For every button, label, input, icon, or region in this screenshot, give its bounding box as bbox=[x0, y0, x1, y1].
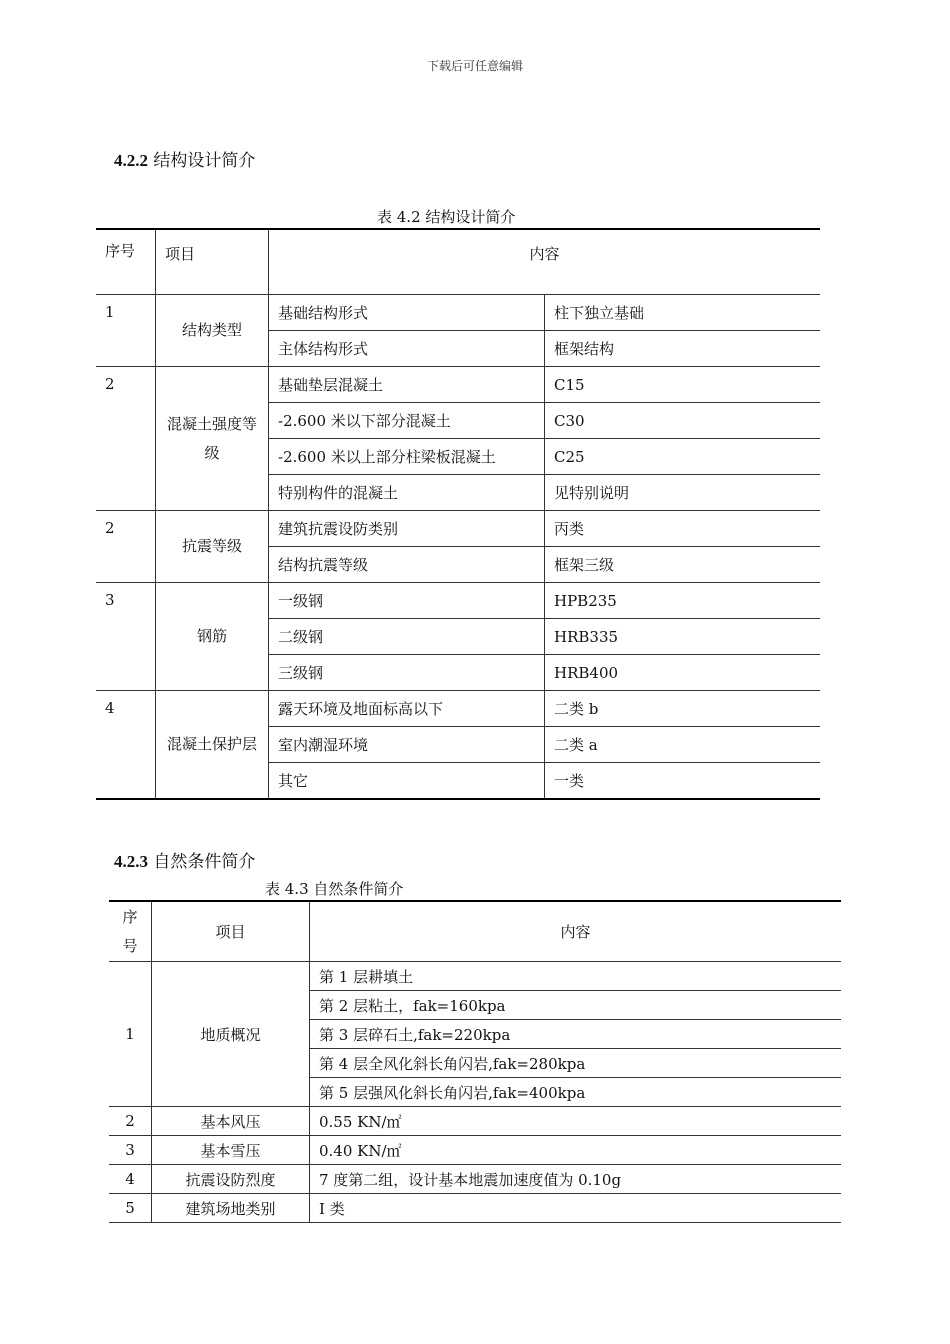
row-label: 露天环境及地面标高以下 bbox=[269, 691, 545, 727]
row-label: 三级钢 bbox=[269, 655, 545, 691]
row-no: 5 bbox=[109, 1194, 152, 1223]
group-no: 3 bbox=[96, 583, 156, 691]
group-no: 1 bbox=[96, 295, 156, 367]
row-value: C30 bbox=[545, 403, 821, 439]
table-row bbox=[109, 1194, 841, 1223]
table-row bbox=[109, 962, 841, 991]
group-item: 钢筋 bbox=[156, 583, 269, 691]
geology-layer: 第 2 层粘土，fak=160kpa bbox=[310, 991, 842, 1020]
header-item: 项目 bbox=[152, 901, 310, 962]
row-label: 基础垫层混凝土 bbox=[269, 367, 545, 403]
table-header-row bbox=[96, 229, 820, 295]
table-row bbox=[96, 511, 820, 547]
natural-conditions-table bbox=[109, 900, 841, 1223]
table-caption-4-2: 表 4.2 结构设计简介 bbox=[377, 208, 516, 226]
section-number: 4.2.3 bbox=[114, 852, 148, 871]
row-value: 见特别说明 bbox=[545, 475, 821, 511]
group-item: 结构类型 bbox=[156, 295, 269, 367]
row-no: 3 bbox=[109, 1136, 152, 1165]
table-row bbox=[109, 1165, 841, 1194]
section-number: 4.2.2 bbox=[114, 151, 148, 170]
row-label: -2.600 米以下部分混凝土 bbox=[269, 403, 545, 439]
row-label: 室内潮湿环境 bbox=[269, 727, 545, 763]
geology-layer: 第 5 层强风化斜长角闪岩,fak=400kpa bbox=[310, 1078, 842, 1107]
row-value: HRB400 bbox=[545, 655, 821, 691]
geology-layer: 第 1 层耕填土 bbox=[310, 962, 842, 991]
group-item bbox=[156, 691, 269, 800]
row-value: 0.55 KN/㎡ bbox=[310, 1107, 842, 1136]
table-row bbox=[96, 691, 820, 727]
row-item: 建筑场地类别 bbox=[152, 1194, 310, 1223]
table-caption-4-3: 表 4.3 自然条件简介 bbox=[265, 880, 404, 898]
row-label: -2.600 米以上部分柱梁板混凝土 bbox=[269, 439, 545, 475]
row-label: 主体结构形式 bbox=[269, 331, 545, 367]
table-row bbox=[109, 1107, 841, 1136]
row-label: 建筑抗震设防类别 bbox=[269, 511, 545, 547]
row-value: 二类 a bbox=[545, 727, 821, 763]
table-row bbox=[109, 1136, 841, 1165]
structure-design-table bbox=[96, 228, 820, 800]
table-row bbox=[96, 295, 820, 331]
row-item: 基本风压 bbox=[152, 1107, 310, 1136]
section-title: 自然条件简介 bbox=[153, 852, 256, 872]
row-value: 丙类 bbox=[545, 511, 821, 547]
geology-layer: 第 4 层全风化斜长角闪岩,fak=280kpa bbox=[310, 1049, 842, 1078]
section-heading-4-2-2 bbox=[114, 146, 255, 171]
row-label: 一级钢 bbox=[269, 583, 545, 619]
section-heading-4-2-3 bbox=[114, 847, 255, 872]
row-value: HRB335 bbox=[545, 619, 821, 655]
row-label: 基础结构形式 bbox=[269, 295, 545, 331]
group-no: 4 bbox=[96, 691, 156, 800]
row-value: HPB235 bbox=[545, 583, 821, 619]
header-content: 内容 bbox=[560, 923, 591, 941]
table-row bbox=[96, 583, 820, 619]
group-item bbox=[156, 367, 269, 511]
row-label: 特别构件的混凝土 bbox=[269, 475, 545, 511]
row-label: 二级钢 bbox=[269, 619, 545, 655]
geology-layer: 第 3 层碎石土,fak=220kpa bbox=[310, 1020, 842, 1049]
group-item-text: 混凝土强度等级 bbox=[167, 414, 258, 462]
row-no: 2 bbox=[109, 1107, 152, 1136]
row-value: 框架三级 bbox=[545, 547, 821, 583]
header-no-text: 序号 bbox=[122, 907, 138, 955]
row-value: 0.40 KN/㎡ bbox=[310, 1136, 842, 1165]
geology-item: 地质概况 bbox=[152, 962, 310, 1107]
row-value: 二类 b bbox=[545, 691, 821, 727]
row-value: 7 度第二组，设计基本地震加速度值为 0.10g bbox=[310, 1165, 842, 1194]
row-value: 柱下独立基础 bbox=[545, 295, 821, 331]
header-no: 序号 bbox=[96, 229, 156, 295]
row-item: 基本雪压 bbox=[152, 1136, 310, 1165]
row-item: 抗震设防烈度 bbox=[152, 1165, 310, 1194]
geology-no: 1 bbox=[109, 962, 152, 1107]
row-value: C15 bbox=[545, 367, 821, 403]
row-label: 结构抗震等级 bbox=[269, 547, 545, 583]
group-item: 抗震等级 bbox=[156, 511, 269, 583]
row-value: Ⅰ 类 bbox=[310, 1194, 842, 1223]
header-content: 内容 bbox=[529, 244, 560, 263]
table-header-row bbox=[109, 901, 841, 962]
section-title: 结构设计简介 bbox=[153, 151, 256, 171]
row-no: 4 bbox=[109, 1165, 152, 1194]
row-label: 其它 bbox=[269, 763, 545, 800]
row-value: 一类 bbox=[545, 763, 821, 800]
row-value: C25 bbox=[545, 439, 821, 475]
group-no: 2 bbox=[96, 511, 156, 583]
row-value: 框架结构 bbox=[545, 331, 821, 367]
header-no bbox=[109, 901, 152, 962]
group-item-text: 混凝土保护层 bbox=[167, 735, 258, 753]
page-header-note: 下载后可任意编辑 bbox=[426, 59, 523, 73]
header-item: 项目 bbox=[156, 229, 269, 295]
table-row bbox=[96, 367, 820, 403]
group-no: 2 bbox=[96, 367, 156, 511]
